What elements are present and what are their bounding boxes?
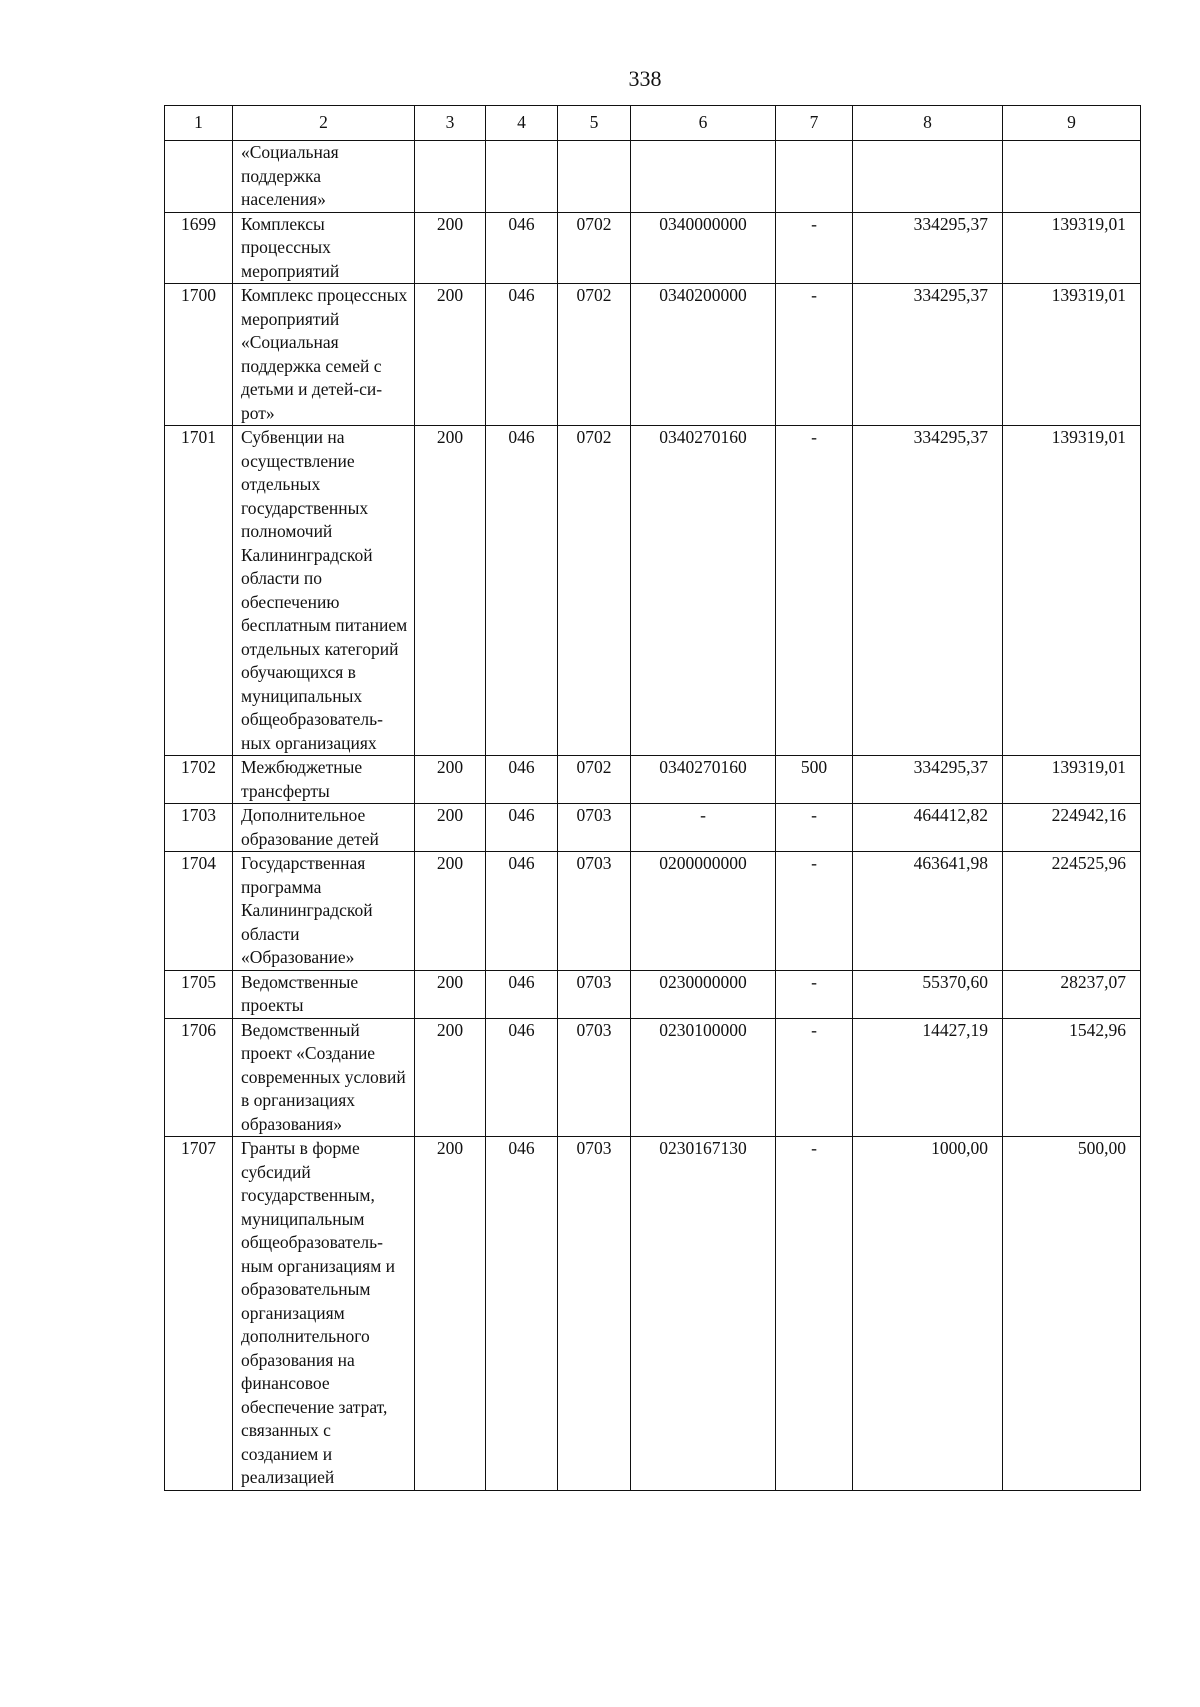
header-cell: 5 [558, 106, 631, 141]
table-row [165, 804, 1141, 852]
cell-amount-col-8: 1000,00 [853, 1137, 1003, 1491]
cell-code-3: 200 [415, 1018, 486, 1137]
cell-code-4 [486, 141, 558, 213]
cell-row-number: 1703 [165, 804, 233, 852]
cell-code-4: 046 [486, 426, 558, 756]
cell-code-4: 046 [486, 1018, 558, 1137]
cell-target-article: 0340000000 [631, 212, 776, 284]
cell-target-article: - [631, 804, 776, 852]
cell-row-number: 1701 [165, 426, 233, 756]
cell-target-article [631, 141, 776, 213]
header-cell: 3 [415, 106, 486, 141]
cell-code-3: 200 [415, 804, 486, 852]
cell-expense-type: - [776, 1018, 853, 1137]
cell-description: Комплекс процессных мероприятий «Социальная поддержка семей с детьми и детей-си-рот» [233, 284, 415, 426]
cell-amount-col-9: 139319,01 [1003, 756, 1141, 804]
table-row [165, 212, 1141, 284]
table-row [165, 1018, 1141, 1137]
cell-section-code: 0702 [558, 426, 631, 756]
cell-row-number [165, 141, 233, 213]
cell-code-4: 046 [486, 212, 558, 284]
cell-code-4: 046 [486, 852, 558, 971]
table-row [165, 1137, 1141, 1491]
cell-description: Ведомственный проект «Создание современных условий в организациях образования» [233, 1018, 415, 1137]
cell-code-3: 200 [415, 212, 486, 284]
cell-section-code [558, 141, 631, 213]
cell-row-number: 1700 [165, 284, 233, 426]
cell-description: «Социальная поддержка населения» [233, 141, 415, 213]
cell-code-4: 046 [486, 804, 558, 852]
page-number: 338 [628, 66, 662, 91]
cell-amount-col-9: 28237,07 [1003, 970, 1141, 1018]
cell-amount-col-9: 224942,16 [1003, 804, 1141, 852]
cell-amount-col-9: 139319,01 [1003, 212, 1141, 284]
cell-code-3: 200 [415, 852, 486, 971]
cell-amount-col-8: 464412,82 [853, 804, 1003, 852]
cell-target-article: 0230000000 [631, 970, 776, 1018]
cell-expense-type: - [776, 970, 853, 1018]
cell-code-3: 200 [415, 1137, 486, 1491]
header-cell: 8 [853, 106, 1003, 141]
cell-expense-type: 500 [776, 756, 853, 804]
cell-target-article: 0340270160 [631, 756, 776, 804]
cell-target-article: 0340270160 [631, 426, 776, 756]
cell-expense-type: - [776, 852, 853, 971]
cell-code-4: 046 [486, 284, 558, 426]
cell-amount-col-8: 55370,60 [853, 970, 1003, 1018]
cell-amount-col-8: 14427,19 [853, 1018, 1003, 1137]
table-row [165, 970, 1141, 1018]
header-cell: 1 [165, 106, 233, 141]
cell-amount-col-8: 334295,37 [853, 756, 1003, 804]
cell-row-number: 1707 [165, 1137, 233, 1491]
cell-row-number: 1704 [165, 852, 233, 971]
cell-target-article: 0230167130 [631, 1137, 776, 1491]
cell-description: Дополнительное образование детей [233, 804, 415, 852]
header-cell: 9 [1003, 106, 1141, 141]
cell-code-3: 200 [415, 970, 486, 1018]
cell-expense-type: - [776, 804, 853, 852]
cell-row-number: 1702 [165, 756, 233, 804]
cell-section-code: 0703 [558, 1018, 631, 1137]
cell-section-code: 0702 [558, 212, 631, 284]
header-cell: 2 [233, 106, 415, 141]
cell-description: Гранты в форме субсидий государственным, муниципальным общеобразователь-ным организациям и образовательным организациям дополнительного образования на финансовое обеспечение затрат, связанных с созданием и реализацией [233, 1137, 415, 1491]
cell-code-3: 200 [415, 284, 486, 426]
cell-code-3 [415, 141, 486, 213]
cell-description: Государственная программа Калининградской области «Образование» [233, 852, 415, 971]
budget-table [164, 105, 1141, 1491]
table-row [165, 284, 1141, 426]
cell-section-code: 0703 [558, 804, 631, 852]
cell-expense-type: - [776, 212, 853, 284]
cell-section-code: 0702 [558, 756, 631, 804]
header-cell: 4 [486, 106, 558, 141]
cell-row-number: 1705 [165, 970, 233, 1018]
header-row [165, 106, 1141, 141]
cell-code-4: 046 [486, 970, 558, 1018]
cell-code-4: 046 [486, 756, 558, 804]
cell-amount-col-9: 139319,01 [1003, 284, 1141, 426]
cell-section-code: 0703 [558, 1137, 631, 1491]
cell-code-4: 046 [486, 1137, 558, 1491]
cell-amount-col-9: 224525,96 [1003, 852, 1141, 971]
header-cell: 7 [776, 106, 853, 141]
cell-amount-col-9: 139319,01 [1003, 426, 1141, 756]
table-row [165, 852, 1141, 971]
cell-amount-col-8: 463641,98 [853, 852, 1003, 971]
table-row [165, 426, 1141, 756]
cell-expense-type: - [776, 284, 853, 426]
cell-code-3: 200 [415, 756, 486, 804]
cell-expense-type: - [776, 426, 853, 756]
cell-amount-col-9: 500,00 [1003, 1137, 1141, 1491]
cell-description: Межбюджетные трансферты [233, 756, 415, 804]
cell-section-code: 0703 [558, 970, 631, 1018]
cell-amount-col-8: 334295,37 [853, 212, 1003, 284]
cell-description: Субвенции на осуществление отдельных государственных полномочий Калининградской области по обеспечению бесплатным питанием отдельных категорий обучающихся в муниципальных общеобразователь-ных организациях [233, 426, 415, 756]
cell-amount-col-8: 334295,37 [853, 426, 1003, 756]
cell-description: Ведомственные проекты [233, 970, 415, 1018]
cell-description: Комплексы процессных мероприятий [233, 212, 415, 284]
header-cell: 6 [631, 106, 776, 141]
table-row [165, 141, 1141, 213]
cell-amount-col-8: 334295,37 [853, 284, 1003, 426]
cell-amount-col-9: 1542,96 [1003, 1018, 1141, 1137]
cell-section-code: 0702 [558, 284, 631, 426]
cell-target-article: 0230100000 [631, 1018, 776, 1137]
cell-amount-col-8 [853, 141, 1003, 213]
cell-expense-type [776, 141, 853, 213]
cell-target-article: 0200000000 [631, 852, 776, 971]
cell-section-code: 0703 [558, 852, 631, 971]
cell-expense-type: - [776, 1137, 853, 1491]
cell-code-3: 200 [415, 426, 486, 756]
cell-amount-col-9 [1003, 141, 1141, 213]
table-row [165, 756, 1141, 804]
cell-row-number: 1699 [165, 212, 233, 284]
cell-row-number: 1706 [165, 1018, 233, 1137]
cell-target-article: 0340200000 [631, 284, 776, 426]
